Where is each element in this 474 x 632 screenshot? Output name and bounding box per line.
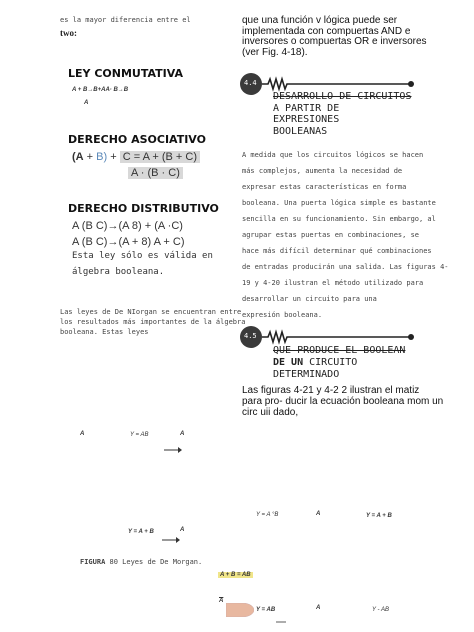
title-line: A PARTIR DE bbox=[273, 102, 340, 114]
distributivo-note-2: álgebra booleana. bbox=[72, 267, 165, 277]
diagram-equation-2: Y = A + B bbox=[128, 529, 154, 535]
asoc-term-a: (A bbox=[72, 151, 84, 163]
distributivo-formula-1: A (B C)→(A 8) + (A ·C) bbox=[72, 220, 183, 232]
asoc-term-c: C = A + (B + C) bbox=[120, 151, 200, 163]
title-rest-part: CIRCUITO bbox=[303, 357, 358, 368]
paragraph-line: desarrollar un circuito para una bbox=[242, 295, 377, 303]
equation-text: Y = AB bbox=[256, 607, 276, 613]
diagram-input-a-r2: A bbox=[316, 605, 321, 611]
paragraph-line: Las figuras 4-21 y 4-2 2 ilustran el matiz bbox=[242, 385, 420, 396]
heading-ley-conmutativa: LEY CONMUTATIVA bbox=[68, 67, 184, 80]
section-4-5-number: 4.5 bbox=[244, 332, 257, 340]
paragraph-line: hace más difícil determinar qué combinaciones bbox=[242, 247, 432, 255]
paragraph-line: sencilla en su funcionamiento. Sin embargo, al bbox=[242, 215, 436, 223]
paragraph-line: (ver Fig. 4-18). bbox=[242, 46, 308, 58]
paragraph-line: inversores o compuertas OR e inversores bbox=[242, 36, 427, 47]
diagram-equation-1: Y = AB bbox=[130, 432, 149, 438]
figure-label: FIGURA bbox=[80, 558, 106, 566]
paragraph-line: que una función v lógica puede ser bbox=[242, 15, 398, 26]
section-4-5-paragraph bbox=[242, 385, 443, 418]
conmutativa-formula-1: A + B→B+AA· B→B bbox=[72, 87, 129, 93]
asociativo-formula-1 bbox=[72, 151, 200, 163]
diagram-input-a-2: A bbox=[180, 431, 185, 437]
title-line: EXPRESIONES bbox=[273, 114, 340, 125]
diagram-equation-r1: Y = A °B bbox=[256, 512, 279, 518]
arrow-icon bbox=[276, 611, 286, 629]
paragraph-line: expresión booleana. bbox=[242, 311, 323, 319]
paragraph-line: Las leyes de De NIorgan se encuentran entre bbox=[60, 308, 242, 316]
diagram-equation-r2: Y = A + B bbox=[366, 513, 392, 519]
logic-gate-icon bbox=[226, 603, 254, 622]
paragraph-line: para pro- ducir la ecuación booleana mom un bbox=[242, 396, 444, 407]
diagram-equation-r4: Y - AB bbox=[372, 607, 390, 613]
asoc-plus-2: + bbox=[110, 151, 117, 163]
right-intro-paragraph bbox=[242, 16, 427, 58]
arrow-icon bbox=[164, 440, 182, 458]
figure-caption bbox=[80, 558, 202, 566]
de-morgan-paragraph bbox=[60, 307, 245, 337]
paragraph-line: más complejos, aumenta la necesidad de bbox=[242, 167, 403, 175]
title-line bbox=[273, 357, 405, 369]
paragraph-line: agrupar estas puertas en combinaciones, se bbox=[242, 231, 420, 239]
paragraph-line: A medida que los circuitos lógicos se hacen bbox=[242, 151, 424, 159]
distributivo-formula-2: A (B C)→(A + 8) A + C) bbox=[72, 236, 185, 248]
highlighted-equation: A + B = AB bbox=[220, 572, 251, 578]
paragraph-line: booleana. Estas leyes bbox=[60, 328, 149, 336]
paragraph-line: circ uii dado, bbox=[242, 407, 299, 418]
section-4-4-paragraph bbox=[242, 147, 449, 323]
diagram-equation-r3 bbox=[256, 607, 275, 613]
title-line-overstruck: QUE PRODUCE EL BOOLEAN bbox=[273, 345, 406, 356]
intro-line-2: two: bbox=[60, 28, 77, 38]
asoc-plus-1: + bbox=[86, 151, 94, 163]
heading-derecho-distributivo: DERECHO DISTRIBUTIVO bbox=[68, 202, 219, 215]
title-line: DESARROLLO DE CIRCUITOS bbox=[273, 91, 412, 102]
diagram-input-a-bar: $\overline{A}$ bbox=[219, 598, 224, 604]
conmutativa-formula-2: A bbox=[84, 100, 89, 106]
section-4-4-title bbox=[273, 91, 411, 137]
diagram-input-a-1: A bbox=[80, 431, 85, 437]
distributivo-note-1: Esta ley sólo es válida en bbox=[72, 251, 213, 261]
section-4-4-number: 4.4 bbox=[244, 79, 257, 87]
heading-derecho-asociativo: DERECHO ASOCIATIVO bbox=[68, 133, 206, 146]
paragraph-line: expresar estas características en forma bbox=[242, 183, 407, 191]
diagram-input-a-r1: A bbox=[316, 511, 321, 517]
intro-line-1: es la mayor diferencia entre el bbox=[60, 16, 191, 24]
title-bold-part: DE UN bbox=[273, 357, 304, 368]
paragraph-line: implementada con compuertas AND e bbox=[242, 25, 411, 37]
paragraph-line: 19 y 4-20 ilustran el método utilizado para bbox=[242, 279, 424, 287]
paragraph-line: los resultados más importantes de la álgebra bbox=[60, 318, 246, 326]
paragraph-line: de entradas producirán una salida. Las figuras 4- bbox=[242, 263, 449, 271]
diagram-input-a-3: A bbox=[180, 527, 185, 533]
figure-caption-text: 80 Leyes de De Morgan. bbox=[105, 558, 203, 566]
section-4-5-title bbox=[273, 345, 405, 381]
title-line: BOOLEANAS bbox=[273, 125, 328, 137]
asoc-product: A · (B · C) bbox=[128, 167, 183, 179]
paragraph-line: booleana. Una puerta lógica simple es bastante bbox=[242, 199, 436, 207]
arrow-icon bbox=[162, 530, 180, 548]
asoc-term-b: B) bbox=[96, 151, 108, 163]
asociativo-formula-2 bbox=[128, 167, 183, 179]
title-line: DETERMINADO bbox=[273, 369, 340, 380]
